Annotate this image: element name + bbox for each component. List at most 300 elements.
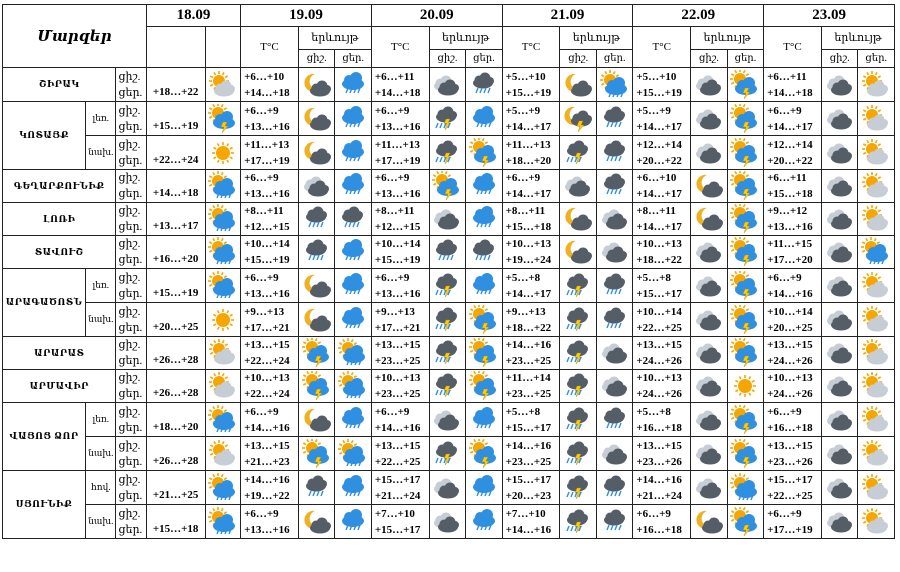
temperature-cell: +6…+9 +13…+16 — [241, 170, 299, 203]
moon-cloud-icon — [298, 102, 334, 136]
sun-storm-icon — [466, 370, 503, 403]
temperature-cell: +10…+13 +18…+22 — [633, 236, 691, 269]
cloud-storm-icon — [429, 337, 465, 370]
cloudy-icon — [596, 370, 633, 403]
weather-header: երևույթ — [821, 27, 894, 50]
cloudy-icon — [596, 236, 633, 269]
temperature-cell: +15…+18 — [146, 505, 205, 539]
temperature-cell: +13…+15 +24…+26 — [764, 337, 822, 370]
temperature-cell: +13…+15 +23…+25 — [371, 337, 429, 370]
temp-header: T°C — [241, 27, 299, 68]
altitude-zone: նախ. — [86, 437, 116, 471]
sun-storm-icon — [727, 68, 764, 102]
table-row — [3, 471, 895, 505]
table-row — [3, 505, 895, 539]
sun-storm-icon — [429, 170, 465, 203]
temperature-cell: +18…+22 — [146, 68, 205, 102]
cloudy-icon — [691, 403, 727, 437]
rain-shower-icon — [335, 170, 372, 203]
temperature-cell: +6…+10 +14…+17 — [633, 170, 691, 203]
altitude-zone: նախ. — [86, 136, 116, 170]
rain-shower-icon — [335, 68, 372, 102]
night-subheader: ցեր. — [858, 49, 895, 67]
temperature-cell: +13…+17 — [146, 203, 205, 236]
sun-rain-icon — [858, 236, 895, 269]
temperature-cell: +14…+16 +21…+24 — [633, 471, 691, 505]
sun-storm-icon — [727, 170, 764, 203]
moon-storm-icon — [560, 102, 596, 136]
cloudy-icon — [691, 136, 727, 170]
temperature-cell: +9…+13 +17…+21 — [371, 303, 429, 337]
cloud-rain-icon — [596, 136, 633, 170]
temperature-cell: +13…+15 +21…+23 — [241, 437, 299, 471]
sun-cloud-icon — [205, 337, 240, 370]
regions-header: Մարզեր — [3, 5, 147, 68]
temperature-cell: +6…+9 +16…+18 — [764, 403, 822, 437]
temperature-cell: +5…+9 +14…+17 — [633, 102, 691, 136]
day-subheader: ցիշ. — [821, 49, 857, 67]
cloud-storm-icon — [429, 437, 465, 471]
cloudy-icon — [691, 102, 727, 136]
temperature-cell: +8…+11 +14…+17 — [633, 203, 691, 236]
cloud-storm-icon — [560, 505, 596, 539]
cloudy-icon — [821, 471, 857, 505]
rain-shower-icon — [335, 236, 372, 269]
temperature-cell: +7…+10 +15…+17 — [371, 505, 429, 539]
temperature-cell: +26…+28 — [146, 337, 205, 370]
sun-rain-icon — [205, 471, 240, 505]
temperature-cell: +15…+17 +20…+23 — [502, 471, 560, 505]
sun-rain-icon — [205, 269, 240, 303]
cloud-storm-icon — [560, 403, 596, 437]
cloud-storm-icon — [429, 370, 465, 403]
cloudy-icon — [691, 68, 727, 102]
sun-storm-icon — [466, 437, 503, 471]
temperature-cell: +10…+13 +24…+26 — [633, 370, 691, 403]
temperature-cell: +6…+11 +14…+18 — [764, 68, 822, 102]
sun-storm-icon — [727, 136, 764, 170]
cloud-rain-icon — [466, 236, 503, 269]
day-night-label: ցիշ. ցեր. — [116, 505, 146, 539]
temperature-cell: +6…+11 +14…+18 — [371, 68, 429, 102]
cloud-rain-icon — [466, 68, 503, 102]
sun-rain-icon — [205, 236, 240, 269]
sun-rain-icon — [727, 471, 764, 505]
temperature-cell: +6…+9 +13…+16 — [371, 269, 429, 303]
cloudy-icon — [691, 269, 727, 303]
temperature-cell: +18…+20 — [146, 403, 205, 437]
temperature-cell: +8…+11 +15…+18 — [502, 203, 560, 236]
sun-storm-icon — [727, 437, 764, 471]
moon-cloud-icon — [560, 203, 596, 236]
temperature-cell: +22…+24 — [146, 136, 205, 170]
sun-rain-icon — [205, 505, 240, 539]
temperature-cell: +6…+9 +14…+16 — [764, 269, 822, 303]
cloud-storm-icon — [560, 136, 596, 170]
sun-storm-icon — [205, 102, 240, 136]
day-night-label: ցիշ. ցեր. — [116, 170, 146, 203]
cloudy-icon — [596, 337, 633, 370]
day-night-label: ցիշ. ցեր. — [116, 203, 146, 236]
sun-storm-icon — [727, 269, 764, 303]
forecast-table — [2, 4, 895, 539]
moon-cloud-icon — [298, 403, 334, 437]
temperature-cell: +7…+10 +14…+16 — [502, 505, 560, 539]
table-row — [3, 303, 895, 337]
day-night-label: ցիշ. ցեր. — [116, 437, 146, 471]
date-header-5: 23.09 — [764, 5, 895, 27]
cloudy-icon — [298, 170, 334, 203]
sun-storm-icon — [298, 337, 334, 370]
moon-cloud-icon — [298, 68, 334, 102]
day-night-label: ցիշ. ցեր. — [116, 471, 146, 505]
sun-cloud-icon — [858, 471, 895, 505]
weather-header: երևույթ — [298, 27, 371, 50]
moon-cloud-icon — [298, 269, 334, 303]
region-name: ՍՅՈՒՆԻՔ — [3, 471, 86, 539]
temperature-cell: +6…+9 +13…+16 — [241, 269, 299, 303]
cloudy-icon — [691, 370, 727, 403]
temperature-cell: +9…+12 +13…+16 — [764, 203, 822, 236]
moon-cloud-icon — [691, 203, 727, 236]
cloudy-icon — [821, 236, 857, 269]
temperature-cell: +8…+11 +12…+15 — [241, 203, 299, 236]
temp-header: T°C — [502, 27, 560, 68]
altitude-zone: լեռ. — [86, 403, 116, 437]
moon-cloud-icon — [298, 303, 334, 337]
table-row — [3, 68, 895, 102]
cloud-storm-icon — [429, 269, 465, 303]
cloud-rain-icon — [596, 403, 633, 437]
day-night-label: ցիշ. ցեր. — [116, 102, 146, 136]
region-name: ՎԱՅՈՑ ՁՈՐ — [3, 403, 86, 471]
rain-shower-icon — [335, 303, 372, 337]
sun-rain-icon — [335, 437, 372, 471]
temperature-cell: +10…+14 +15…+19 — [371, 236, 429, 269]
sun-storm-icon — [727, 303, 764, 337]
cloud-storm-icon — [429, 303, 465, 337]
cloud-storm-icon — [560, 471, 596, 505]
temperature-cell: +6…+9 +13…+16 — [241, 505, 299, 539]
sun-cloud-icon — [858, 136, 895, 170]
sun-storm-icon — [298, 437, 334, 471]
moon-cloud-icon — [298, 136, 334, 170]
day-night-label: ցիշ. ցեր. — [116, 370, 146, 403]
sun-storm-icon — [727, 236, 764, 269]
temperature-cell: +10…+14 +20…+25 — [764, 303, 822, 337]
temperature-cell: +9…+13 +17…+21 — [241, 303, 299, 337]
temperature-cell: +10…+13 +22…+24 — [241, 370, 299, 403]
cloud-rain-icon — [596, 170, 633, 203]
temperature-cell: +13…+15 +23…+26 — [633, 437, 691, 471]
temperature-cell: +5…+9 +14…+17 — [502, 102, 560, 136]
rain-shower-icon — [466, 170, 503, 203]
date-header-0: 18.09 — [146, 5, 240, 27]
moon-cloud-icon — [691, 505, 727, 539]
temperature-cell: +6…+9 +13…+16 — [371, 102, 429, 136]
weather-header: երևույթ — [691, 27, 764, 50]
temperature-cell: +14…+16 +23…+25 — [502, 437, 560, 471]
night-subheader: ցեր. — [335, 49, 372, 67]
region-name: ԱՐԱՐԱՏ — [3, 337, 116, 370]
cloudy-icon — [821, 136, 857, 170]
temperature-cell: +6…+9 +14…+17 — [764, 102, 822, 136]
cloud-storm-icon — [560, 437, 596, 471]
temperature-cell: +15…+17 +21…+24 — [371, 471, 429, 505]
sun-cloud-icon — [205, 68, 240, 102]
cloudy-icon — [821, 337, 857, 370]
temperature-cell: +10…+14 +22…+25 — [633, 303, 691, 337]
sun-rain-icon — [205, 403, 240, 437]
table-row — [3, 370, 895, 403]
cloudy-icon — [691, 303, 727, 337]
cloudy-icon — [691, 471, 727, 505]
cloud-rain-icon — [596, 269, 633, 303]
altitude-zone: նախ. — [86, 505, 116, 539]
temperature-cell: +6…+9 +14…+16 — [241, 403, 299, 437]
region-name: ԿՈՏԱՅՔ — [3, 102, 86, 170]
table-row — [3, 203, 895, 236]
sunny-icon — [205, 136, 240, 170]
altitude-zone: նախ. — [86, 303, 116, 337]
sun-cloud-icon — [858, 505, 895, 539]
temperature-cell: +14…+16 +23…+25 — [502, 337, 560, 370]
temperature-cell: +11…+15 +17…+20 — [764, 236, 822, 269]
date-header-1: 19.09 — [241, 5, 372, 27]
rain-shower-icon — [335, 505, 372, 539]
cloud-rain-icon — [298, 203, 334, 236]
cloud-rain-icon — [596, 303, 633, 337]
cloud-storm-icon — [560, 303, 596, 337]
cloud-storm-icon — [560, 269, 596, 303]
cloudy-icon — [821, 170, 857, 203]
region-name: ՇԻՐԱԿ — [3, 68, 116, 102]
temperature-cell: +11…+14 +23…+25 — [502, 370, 560, 403]
sun-storm-icon — [727, 102, 764, 136]
cloudy-icon — [429, 203, 465, 236]
cloud-rain-icon — [335, 203, 372, 236]
temp-header: T°C — [633, 27, 691, 68]
day-night-label: ցիշ. ցեր. — [116, 136, 146, 170]
day-night-label: ցիշ. ցեր. — [116, 236, 146, 269]
day-night-label: ցիշ. ցեր. — [116, 269, 146, 303]
date-header-4: 22.09 — [633, 5, 764, 27]
sun-cloud-icon — [858, 68, 895, 102]
temperature-cell: +11…+13 +17…+19 — [371, 136, 429, 170]
rain-shower-icon — [466, 203, 503, 236]
temperature-cell: +6…+9 +14…+17 — [502, 170, 560, 203]
cloudy-icon — [596, 437, 633, 471]
region-name: ԱՐԱԳԱԾՈՏՆ — [3, 269, 86, 337]
table-row — [3, 269, 895, 303]
cloudy-icon — [821, 370, 857, 403]
cloud-rain-icon — [596, 505, 633, 539]
temperature-cell: +5…+8 +15…+17 — [502, 403, 560, 437]
day-night-label: ցիշ. ցեր. — [116, 68, 146, 102]
rain-shower-icon — [466, 403, 503, 437]
rain-shower-icon — [335, 471, 372, 505]
cloudy-icon — [596, 203, 633, 236]
temperature-cell: +15…+17 +22…+25 — [764, 471, 822, 505]
rain-shower-icon — [466, 471, 503, 505]
altitude-zone: լեռ. — [86, 269, 116, 303]
date-header-2: 20.09 — [371, 5, 502, 27]
temperature-cell: +15…+19 — [146, 102, 205, 136]
temperature-cell: +5…+10 +15…+19 — [633, 68, 691, 102]
temperature-cell: +14…+18 — [146, 170, 205, 203]
sun-rain-icon — [205, 203, 240, 236]
table-row — [3, 170, 895, 203]
cloud-storm-icon — [560, 370, 596, 403]
temperature-cell: +6…+10 +14…+18 — [241, 68, 299, 102]
cloudy-icon — [821, 203, 857, 236]
temperature-cell: +12…+14 +20…+22 — [764, 136, 822, 170]
empty-cell — [205, 27, 240, 68]
empty-cell — [146, 27, 205, 68]
moon-cloud-icon — [560, 236, 596, 269]
cloudy-icon — [821, 102, 857, 136]
temperature-cell: +5…+10 +15…+19 — [502, 68, 560, 102]
cloudy-icon — [821, 303, 857, 337]
altitude-zone: լեռ. — [86, 102, 116, 136]
sun-cloud-icon — [858, 102, 895, 136]
temperature-cell: +9…+13 +18…+22 — [502, 303, 560, 337]
temperature-cell: +5…+8 +16…+18 — [633, 403, 691, 437]
cloudy-icon — [429, 68, 465, 102]
sun-storm-icon — [298, 370, 334, 403]
rain-shower-icon — [466, 102, 503, 136]
temperature-cell: +5…+8 +15…+17 — [633, 269, 691, 303]
cloudy-icon — [429, 471, 465, 505]
sun-storm-icon — [727, 337, 764, 370]
day-night-label: ցիշ. ցեր. — [116, 403, 146, 437]
day-night-label: ցիշ. ցեր. — [116, 337, 146, 370]
cloudy-icon — [560, 170, 596, 203]
table-row — [3, 136, 895, 170]
temperature-cell: +5…+8 +14…+17 — [502, 269, 560, 303]
temperature-cell: +10…+14 +15…+19 — [241, 236, 299, 269]
cloudy-icon — [691, 437, 727, 471]
temperature-cell: +6…+9 +16…+18 — [633, 505, 691, 539]
temp-header: T°C — [371, 27, 429, 68]
night-subheader: ցեր. — [727, 49, 764, 67]
cloudy-icon — [821, 437, 857, 471]
cloudy-icon — [691, 337, 727, 370]
rain-shower-icon — [335, 403, 372, 437]
temperature-cell: +13…+15 +22…+25 — [371, 437, 429, 471]
sun-storm-icon — [727, 403, 764, 437]
date-header-3: 21.09 — [502, 5, 633, 27]
sunny-icon — [727, 370, 764, 403]
cloudy-icon — [691, 236, 727, 269]
cloud-rain-icon — [596, 471, 633, 505]
temperature-cell: +16…+20 — [146, 236, 205, 269]
cloud-storm-icon — [429, 136, 465, 170]
temperature-cell: +6…+9 +17…+19 — [764, 505, 822, 539]
table-row — [3, 403, 895, 437]
sun-rain-icon — [205, 170, 240, 203]
temp-header: T°C — [764, 27, 822, 68]
cloud-rain-icon — [298, 471, 334, 505]
cloud-rain-icon — [298, 236, 334, 269]
table-row — [3, 337, 895, 370]
temperature-cell: +10…+13 +24…+26 — [764, 370, 822, 403]
day-subheader: ցիշ. — [298, 49, 334, 67]
moon-cloud-icon — [560, 68, 596, 102]
table-row — [3, 236, 895, 269]
temperature-cell: +14…+16 +19…+22 — [241, 471, 299, 505]
region-name: ԱՐՄԱՎԻՐ — [3, 370, 116, 403]
night-subheader: ցեր. — [596, 49, 633, 67]
day-subheader: ցիշ. — [429, 49, 465, 67]
moon-cloud-icon — [691, 170, 727, 203]
cloudy-icon — [429, 403, 465, 437]
temperature-cell: +11…+13 +17…+19 — [241, 136, 299, 170]
cloudy-icon — [821, 68, 857, 102]
rain-shower-icon — [466, 269, 503, 303]
day-night-label: ցիշ. ցեր. — [116, 303, 146, 337]
temperature-cell: +10…+13 +23…+25 — [371, 370, 429, 403]
temperature-cell: +15…+19 — [146, 269, 205, 303]
sun-cloud-icon — [205, 370, 240, 403]
sun-storm-icon — [727, 505, 764, 539]
weather-header: երևույթ — [560, 27, 633, 50]
sun-cloud-icon — [858, 303, 895, 337]
temperature-cell: +10…+13 +19…+24 — [502, 236, 560, 269]
moon-cloud-icon — [298, 505, 334, 539]
temperature-cell: +26…+28 — [146, 370, 205, 403]
temperature-cell: +26…+28 — [146, 437, 205, 471]
cloudy-icon — [429, 505, 465, 539]
region-name: ՏԱՎՈՒՇ — [3, 236, 116, 269]
sun-cloud-icon — [205, 437, 240, 471]
altitude-zone: հով. — [86, 471, 116, 505]
temperature-cell: +13…+15 +23…+26 — [764, 437, 822, 471]
sunny-icon — [205, 303, 240, 337]
temperature-cell: +13…+15 +22…+24 — [241, 337, 299, 370]
temperature-cell: +6…+9 +13…+16 — [371, 170, 429, 203]
temperature-cell: +8…+11 +12…+15 — [371, 203, 429, 236]
sun-cloud-icon — [858, 269, 895, 303]
sun-cloud-icon — [858, 437, 895, 471]
temperature-cell: +6…+11 +15…+18 — [764, 170, 822, 203]
table-row — [3, 437, 895, 471]
region-name: ԼՈՌԻ — [3, 203, 116, 236]
sun-rain-icon — [596, 68, 633, 102]
table-row — [3, 102, 895, 136]
temperature-cell: +20…+25 — [146, 303, 205, 337]
cloudy-icon — [821, 269, 857, 303]
sun-storm-icon — [466, 337, 503, 370]
weather-header: երևույթ — [429, 27, 502, 50]
temperature-cell: +12…+14 +20…+22 — [633, 136, 691, 170]
temperature-cell: +11…+13 +18…+20 — [502, 136, 560, 170]
sun-cloud-icon — [858, 337, 895, 370]
day-subheader: ցիշ. — [691, 49, 727, 67]
sun-cloud-icon — [858, 203, 895, 236]
rain-shower-icon — [335, 136, 372, 170]
sun-cloud-icon — [858, 170, 895, 203]
sun-storm-icon — [727, 203, 764, 236]
temperature-cell: +6…+9 +13…+16 — [241, 102, 299, 136]
sun-storm-icon — [466, 136, 503, 170]
cloud-rain-icon — [596, 102, 633, 136]
cloudy-icon — [821, 403, 857, 437]
day-subheader: ցիշ. — [560, 49, 596, 67]
cloud-storm-icon — [560, 337, 596, 370]
forecast-table-wrapper — [2, 4, 895, 539]
rain-shower-icon — [335, 269, 372, 303]
